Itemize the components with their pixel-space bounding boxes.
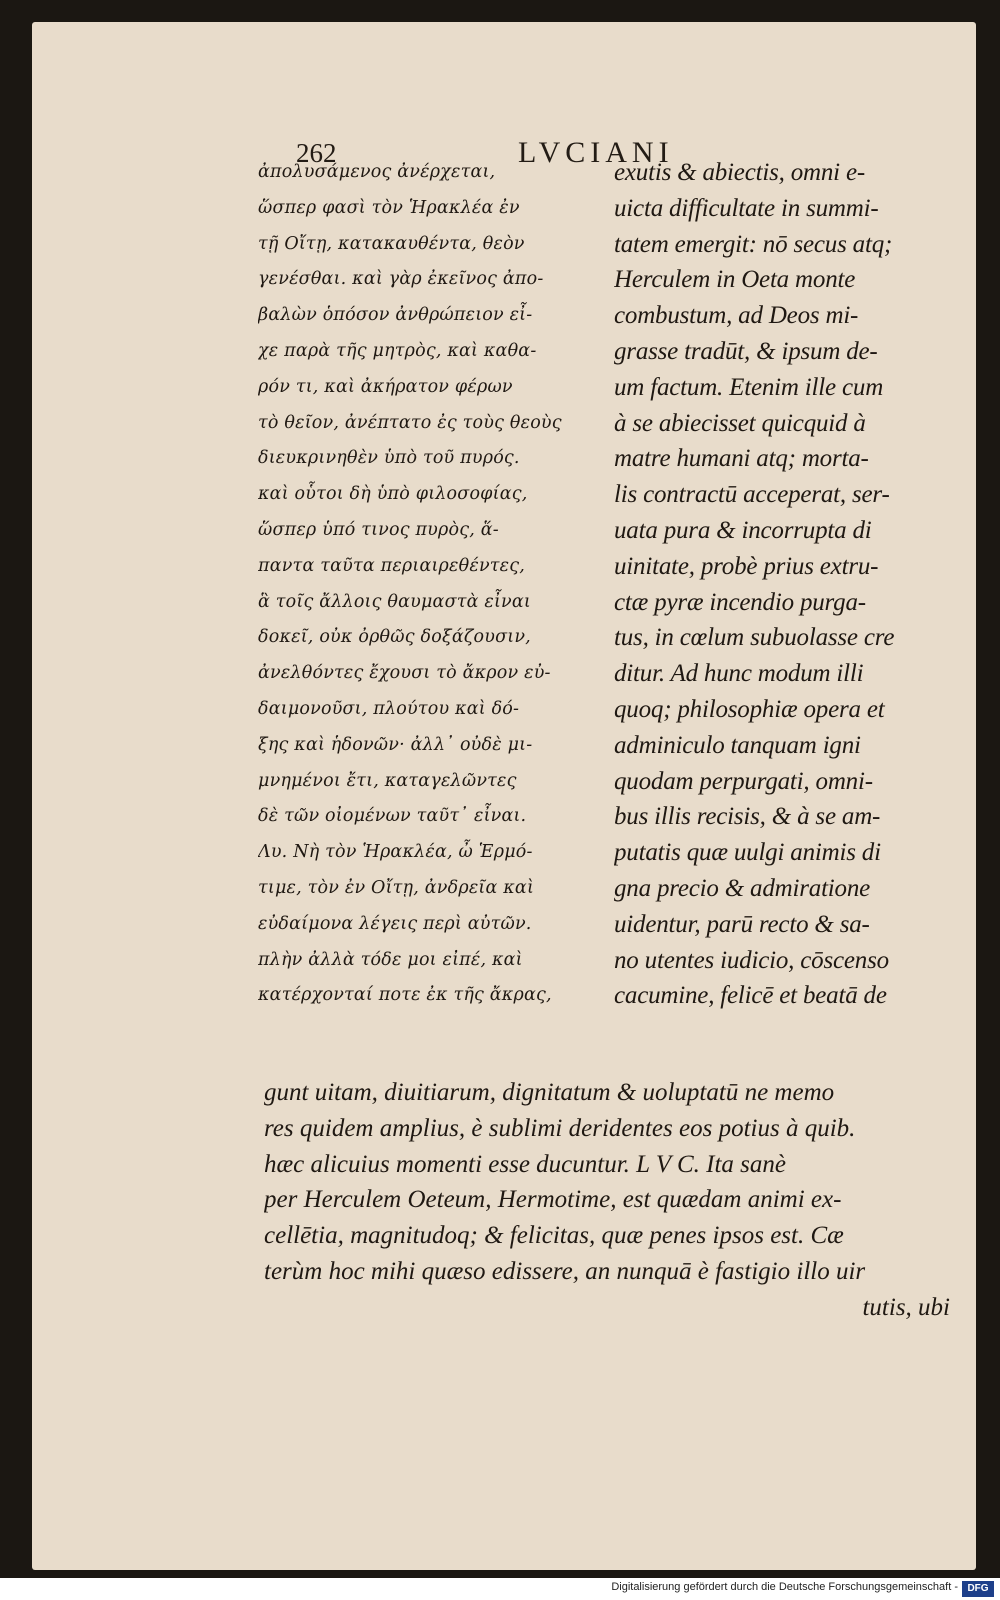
full-width-text-line: per Herculem Oeteum, Hermotime, est quædam animi ex- (264, 1186, 842, 1214)
greek-text-line: δοκεῖ, οὐκ ὀρθῶς δοξάζουσιν, (258, 627, 531, 648)
greek-text-line: ὥσπερ φασὶ τὸν Ἡρακλέα ἐν (258, 197, 520, 218)
latin-text-line: gna precio & admiratione (614, 874, 871, 902)
greek-text-line: χε παρὰ τῆς μητρὸς, καὶ καθα- (258, 340, 537, 361)
latin-text-line: grasse tradūt, & ipsum de- (614, 337, 878, 365)
running-title: LVCIANI (518, 136, 674, 169)
latin-text-column (614, 155, 954, 1014)
greek-text-line: μνημένοι ἔτι, καταγελῶντες (258, 770, 517, 791)
greek-text-line: ξης καὶ ἡδονῶν· ἀλλ᾿ οὐδὲ μι- (258, 734, 533, 755)
greek-text-line: δὲ τῶν οἰομένων ταῦτ᾿ εἶναι. (258, 806, 527, 827)
latin-text-line: adminiculo tanquam igni (614, 731, 861, 759)
greek-text-line: διευκρινηθὲν ὑπὸ τοῦ πυρός. (258, 448, 520, 469)
latin-text-line: tatem emergit: nō secus atq; (614, 230, 893, 258)
latin-text-line: putatis quæ uulgi animis di (614, 839, 881, 867)
greek-text-line: καὶ οὗτοι δὴ ὑπὸ φιλοσοφίας, (258, 484, 528, 505)
latin-text-line: combustum, ad Deos mi- (614, 302, 859, 330)
latin-text-line: exutis & abiectis, omni e- (614, 159, 865, 186)
greek-text-line: ἀνελθόντες ἔχουσι τὸ ἄκρον εὐ- (258, 663, 551, 684)
full-width-text (264, 1075, 954, 1326)
latin-text-line: bus illis recisis, & à se am- (614, 803, 881, 831)
latin-text-line: à se abiecisset quicquid à (614, 409, 866, 437)
greek-text-column (258, 155, 603, 1014)
greek-text-line: ὥσπερ ὑπό τινος πυρὸς, ἅ- (258, 519, 499, 540)
latin-text-line: uidentur, parū recto & sa- (614, 910, 870, 938)
full-width-text-line: terùm hoc mihi quæso edissere, an nunquā è fastigio illo uir (264, 1257, 866, 1285)
footer-bar (0, 1578, 1000, 1600)
latin-text-line: no utentes iudicio, cōscenso (614, 946, 889, 974)
full-width-text-line: res quidem amplius, è sublimi deridentes eos potius à quib. (264, 1114, 856, 1142)
latin-text-line: lis contractū acceperat, ser- (614, 481, 890, 509)
greek-text-line: τὸ θεῖον, ἀνέπτατο ἐς τοὺς θεοὺς (258, 412, 562, 433)
latin-text-line: Herculem in Oeta monte (614, 266, 856, 294)
greek-text-line: δαιμονοῦσι, πλούτου καὶ δό- (258, 698, 520, 719)
latin-text-line: uicta difficultate in summi- (614, 194, 879, 222)
greek-text-line: εὐδαίμονα λέγεις περὶ αὐτῶν. (258, 913, 532, 934)
latin-text-line: matre humani atq; morta- (614, 445, 869, 473)
latin-text-line: quodam perpurgati, omni- (614, 767, 873, 795)
full-width-text-line: tutis, ubi (862, 1293, 950, 1321)
greek-text-line: παντα ταῦτα περιαιρεθέντες, (258, 555, 526, 576)
latin-text-line: uata pura & incorrupta di (614, 516, 872, 544)
greek-text-line: τῇ Οἴτῃ, κατακαυθέντα, θεὸν (258, 233, 525, 254)
latin-text-line: ctæ pyræ incendio purga- (614, 588, 866, 616)
full-width-text-line: hæc alicuius momenti esse ducuntur. L V C. Ita sanè (264, 1150, 786, 1178)
greek-text-line: ρόν τι, καὶ ἀκήρατον φέρων (258, 376, 513, 397)
funding-credit: Digitalisierung gefördert durch die Deutsche Forschungsgemeinschaft - (611, 1581, 958, 1593)
latin-text-line: tus, in cœlum subuolasse cre (614, 624, 895, 652)
dfg-logo: DFG (962, 1581, 994, 1597)
latin-text-line: cacumine, felicē et beatā de (614, 982, 887, 1010)
full-width-text-line: cellētia, magnitudoq; & felicitas, quæ penes ipsos est. Cæ (264, 1222, 844, 1250)
greek-text-line: τιμε, τὸν ἐν Οἴτῃ, ἀνδρεῖα καὶ (258, 877, 535, 898)
greek-text-line: βαλὼν ὁπόσον ἀνθρώπειον εἶ- (258, 305, 533, 326)
latin-text-line: um factum. Etenim ille cum (614, 373, 884, 401)
greek-text-line: ἃ τοῖς ἄλλοις θαυμαστὰ εἶναι (258, 591, 531, 612)
latin-text-line: quoq; philosophiæ opera et (614, 695, 885, 723)
latin-text-line: ditur. Ad hunc modum illi (614, 660, 864, 688)
latin-text-line: uinitate, probè prius extru- (614, 552, 879, 580)
full-width-text-line: gunt uitam, diuitiarum, dignitatum & uoluptatū ne memo (264, 1079, 835, 1106)
greek-text-line: ἀπολυσάμενος ἀνέρχεται, (258, 162, 496, 182)
greek-text-line: πλὴν ἀλλὰ τόδε μοι εἰπέ, καὶ (258, 949, 523, 970)
greek-text-line: Λυ. Νὴ τὸν Ἡρακλέα, ὦ Ἑρμό- (258, 842, 533, 863)
greek-text-line: κατέρχονταί ποτε ἐκ τῆς ἄκρας, (258, 985, 552, 1006)
greek-text-line: γενέσθαι. καὶ γὰρ ἐκεῖνος ἀπο- (258, 269, 544, 290)
page-number: 262 (296, 138, 337, 168)
